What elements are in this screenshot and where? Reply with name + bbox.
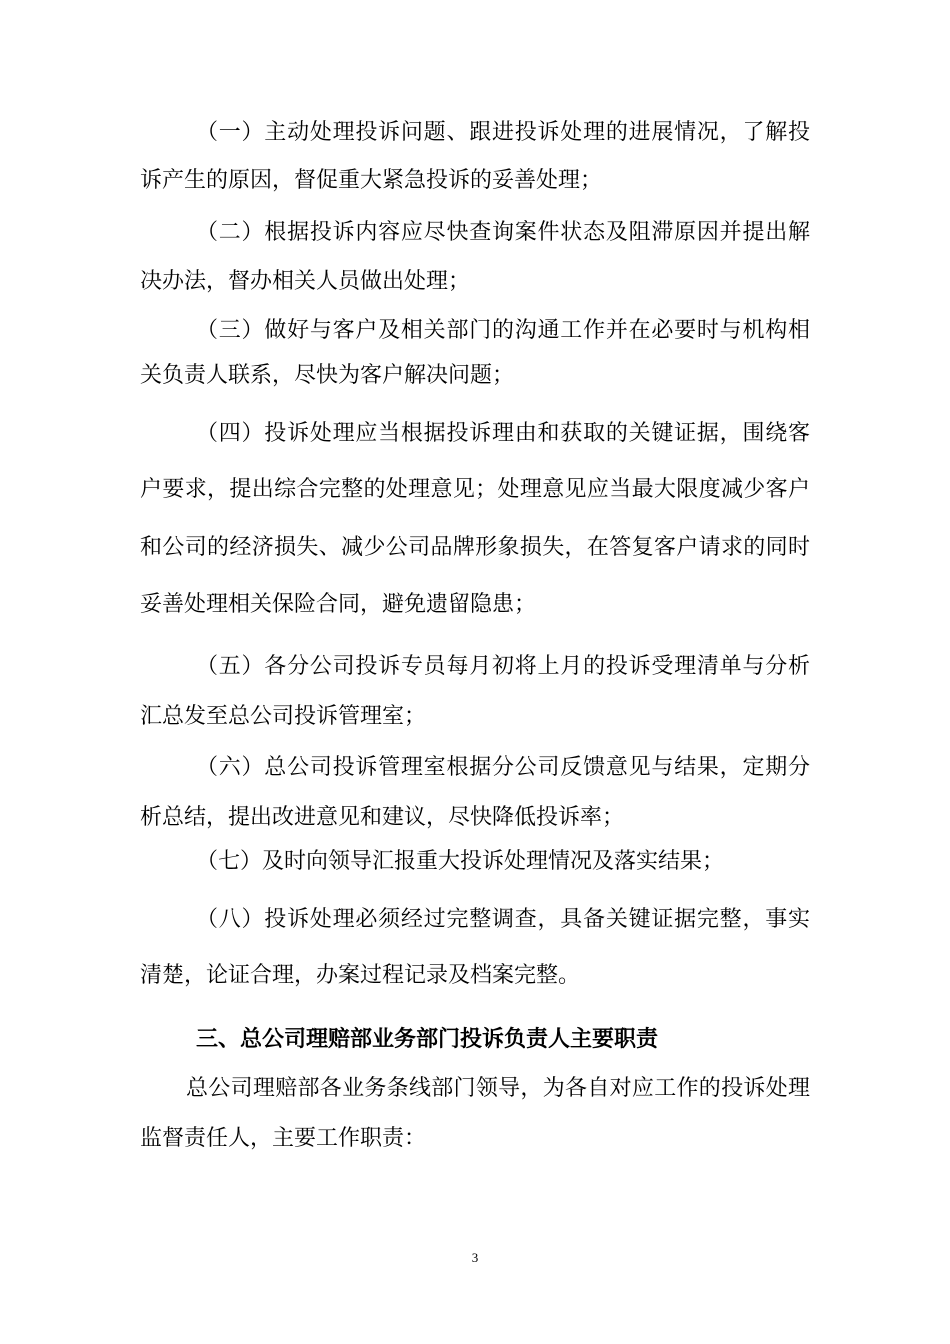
para-4-line-1: （四）投诉处理应当根据投诉理由和获取的关键证据，围绕客 bbox=[196, 421, 810, 446]
page-number: 3 bbox=[471, 1250, 479, 1265]
para-5-line-2: 汇总发至总公司投诉管理室； bbox=[140, 704, 427, 729]
para-3-line-2: 关负责人联系，尽快为客户解决问题； bbox=[140, 363, 515, 388]
para-3-line-1: （三）做好与客户及相关部门的沟通工作并在必要时与机构相 bbox=[196, 318, 810, 343]
section-heading: 三、总公司理赔部业务部门投诉负责人主要职责 bbox=[196, 1027, 659, 1052]
para-2-line-1: （二）根据投诉内容应尽快查询案件状态及阻滞原因并提出解 bbox=[196, 220, 810, 245]
para-8-line-2: 清楚，论证合理，办案过程记录及档案完整。 bbox=[140, 963, 581, 988]
para-2-line-2: 决办法，督办相关人员做出处理； bbox=[140, 269, 471, 294]
section-intro-line-2: 监督责任人，主要工作职责： bbox=[140, 1126, 427, 1151]
para-1-line-1: （一）主动处理投诉问题、跟进投诉处理的进展情况，了解投 bbox=[196, 120, 810, 145]
para-5-line-1: （五）各分公司投诉专员每月初将上月的投诉受理清单与分析 bbox=[196, 654, 810, 679]
para-8-line-1: （八）投诉处理必须经过完整调查，具备关键证据完整，事实 bbox=[196, 907, 810, 932]
para-4-line-4: 妥善处理相关保险合同，避免遗留隐患； bbox=[140, 592, 537, 617]
para-6-line-1: （六）总公司投诉管理室根据分公司反馈意见与结果，定期分 bbox=[196, 755, 810, 780]
para-7-line-1: （七）及时向领导汇报重大投诉处理情况及落实结果； bbox=[196, 849, 725, 874]
section-intro-line-1: 总公司理赔部各业务条线部门领导，为各自对应工作的投诉处理 bbox=[186, 1076, 810, 1101]
para-4-line-2: 户要求，提出综合完整的处理意见；处理意见应当最大限度减少客户 bbox=[140, 477, 810, 502]
para-6-line-2: 析总结，提出改进意见和建议，尽快降低投诉率； bbox=[140, 805, 625, 830]
para-1-line-2: 诉产生的原因，督促重大紧急投诉的妥善处理； bbox=[140, 168, 603, 193]
para-4-line-3: 和公司的经济损失、减少公司品牌形象损失，在答复客户请求的同时 bbox=[140, 535, 810, 560]
